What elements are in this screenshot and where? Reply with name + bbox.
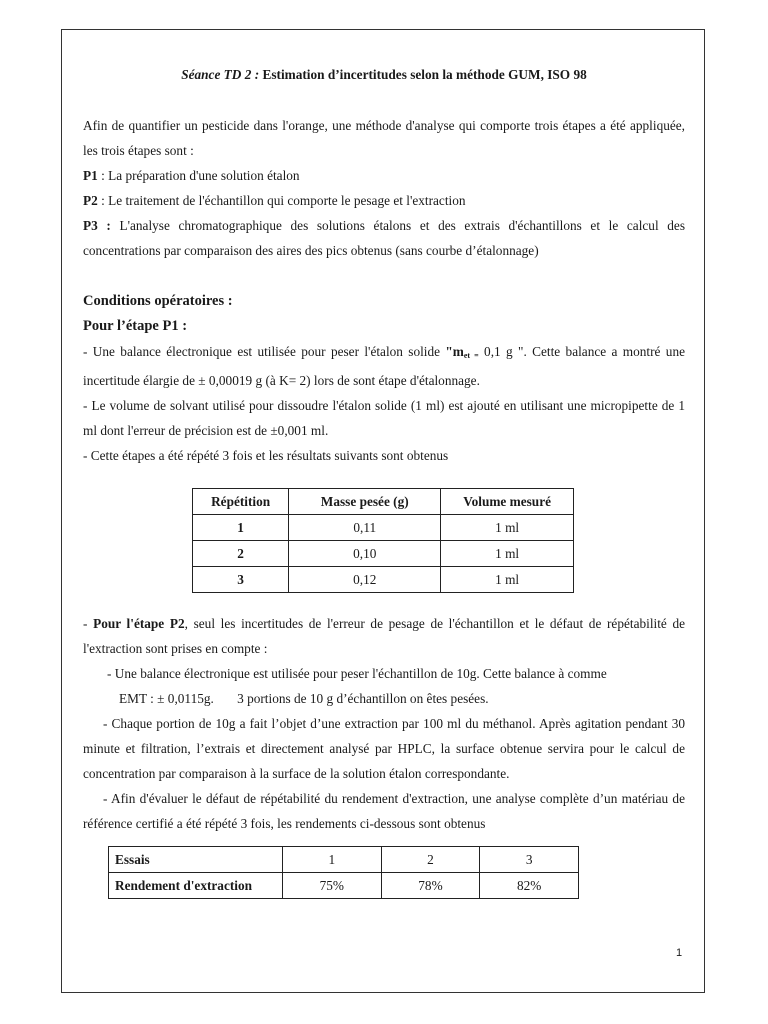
table-cell: 3 bbox=[480, 847, 579, 873]
table-cell: 1 bbox=[282, 847, 381, 873]
p2-heading: Pour l'étape P2 bbox=[93, 616, 185, 631]
document-title bbox=[83, 62, 685, 87]
row-label: Rendement d'extraction bbox=[109, 873, 283, 899]
table-cell: 82% bbox=[480, 873, 579, 899]
table-cell: 0,11 bbox=[289, 515, 441, 541]
page-number: 1 bbox=[676, 947, 683, 959]
table-cell: 2 bbox=[381, 847, 480, 873]
title-text: Estimation d’incertitudes selon la méthode GUM, ISO 98 bbox=[262, 67, 587, 82]
table-cell: 0,12 bbox=[289, 567, 441, 593]
mass-symbol: "m bbox=[445, 344, 464, 359]
p2-bullet-balance: - Une balance électronique est utilisée pour peser l'échantillon de 10g. Cette balance à comme bbox=[107, 666, 607, 681]
repetition-table bbox=[192, 488, 574, 593]
table-cell: 78% bbox=[381, 873, 480, 899]
table-cell: 1 bbox=[193, 515, 289, 541]
table-row bbox=[109, 873, 579, 899]
p1-line-repeat: - Cette étapes a été répété 3 fois et les résultats suivants sont obtenus bbox=[83, 448, 449, 463]
table-cell: 1 ml bbox=[441, 515, 574, 541]
table-cell: 0,10 bbox=[289, 541, 441, 567]
p1-line-solvent: - Le volume de solvant utilisé pour dissoudre l'étalon solide (1 ml) est ajouté en utilisant une micropipette de 1 ml dont l'erreur de précision est de ±0,001 ml. bbox=[83, 398, 685, 438]
table-cell: 3 bbox=[193, 567, 289, 593]
step-label: P1 bbox=[83, 168, 98, 183]
step-p3 bbox=[83, 213, 685, 263]
step-label: P2 bbox=[83, 193, 98, 208]
table-header: Volume mesuré bbox=[441, 489, 574, 515]
p2-lead bbox=[83, 611, 685, 661]
table-row bbox=[193, 541, 574, 567]
p1-line-balance-b: 0,1 g ". Cette balance a montré une incertitude élargie de ± 0,00019 g (à K= 2) lors de sont étape d'étalonnage. bbox=[83, 344, 685, 388]
table-cell: 2 bbox=[193, 541, 289, 567]
table-header-row bbox=[193, 489, 574, 515]
table-row bbox=[193, 567, 574, 593]
document-body bbox=[83, 62, 685, 899]
table-header: Répétition bbox=[193, 489, 289, 515]
p2-bullet-extraction: - Chaque portion de 10g a fait l’objet d’une extraction par 100 ml du méthanol. Après agitation pendant 30 minute et filtration, l’extrais et directement analysé par HPLC, la surface obtenue servira pour le calcul de concentration par comparaison à la surface de la solution étalon correspondante. bbox=[83, 716, 685, 781]
table-cell: 1 ml bbox=[441, 541, 574, 567]
p2-bullet-balance-cont: EMT : ± 0,0115g. 3 portions de 10 g d’échantillon on êtes pesées. bbox=[119, 691, 489, 706]
step-label: P3 : bbox=[83, 218, 111, 233]
title-prefix: Séance TD 2 : bbox=[181, 67, 260, 82]
step-text: : Le traitement de l'échantillon qui comporte le pesage et l'extraction bbox=[97, 193, 466, 208]
table-row bbox=[109, 847, 579, 873]
p1-line-balance bbox=[83, 339, 685, 393]
p2-bullet-repeatability: - Afin d'évaluer le défaut de répétabilité du rendement d'extraction, une analyse complète d’un matériau de référence certifié a été répété 3 fois, les rendements ci-dessous sont obtenus bbox=[83, 791, 685, 831]
p1-heading: Pour l’étape P1 : bbox=[83, 318, 188, 334]
row-label: Essais bbox=[109, 847, 283, 873]
yield-table bbox=[108, 846, 579, 899]
step-p2 bbox=[83, 188, 685, 213]
table-header: Masse pesée (g) bbox=[289, 489, 441, 515]
p2-lead-text: , seul les incertitudes de l'erreur de pesage de l'échantillon et le défaut de répétabilité de l'extraction sont prises en compte : bbox=[83, 616, 685, 656]
p1-line-balance-a: - Une balance électronique est utilisée pour peser l'étalon solide bbox=[83, 344, 446, 359]
mass-subscript: et = bbox=[463, 351, 479, 360]
intro-paragraph: Afin de quantifier un pesticide dans l'orange, une méthode d'analyse qui comporte trois étapes a été appliquée, les trois étapes sont : bbox=[83, 118, 685, 158]
step-text: L'analyse chromatographique des solutions étalons et des extrais d'échantillons et le calcul des concentrations par comparaison des aires des pics obtenus (sans courbe d’étalonnage) bbox=[83, 218, 685, 258]
conditions-heading: Conditions opératoires : bbox=[83, 293, 233, 309]
p2-dash: - bbox=[83, 616, 94, 631]
table-cell: 1 ml bbox=[441, 567, 574, 593]
step-text: : La préparation d'une solution étalon bbox=[97, 168, 300, 183]
step-p1 bbox=[83, 163, 685, 188]
table-row bbox=[193, 515, 574, 541]
table-cell: 75% bbox=[282, 873, 381, 899]
